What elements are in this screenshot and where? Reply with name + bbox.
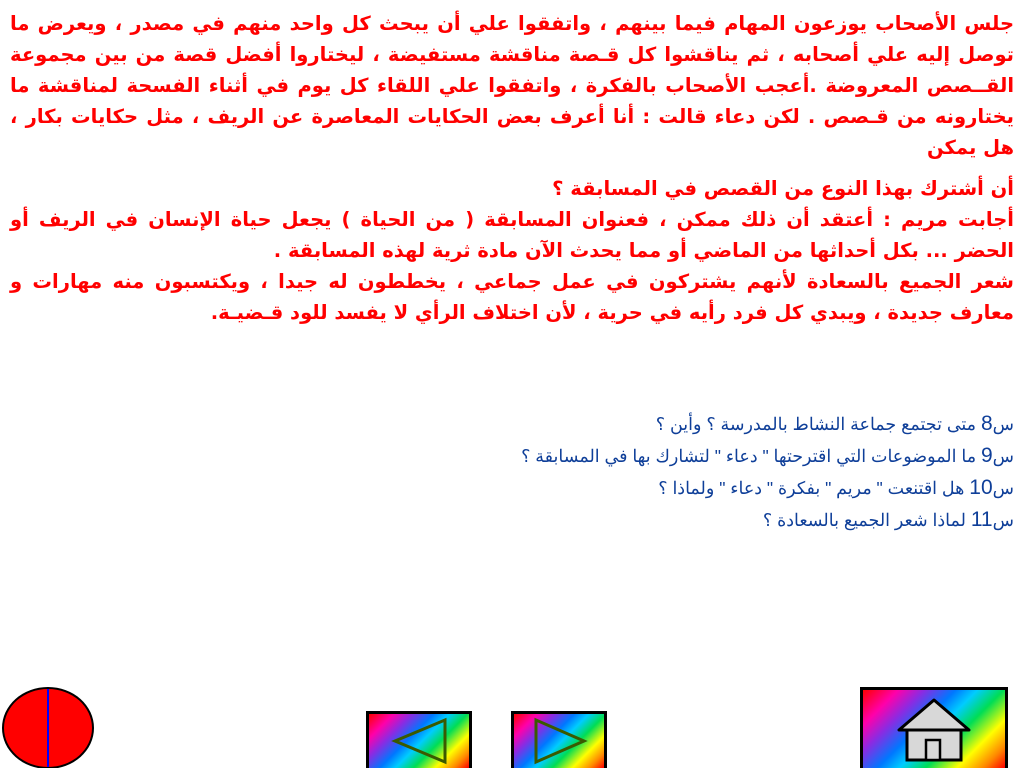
question-number: 11: [970, 508, 993, 531]
question-number: 8: [980, 412, 993, 435]
story-paragraph-4: شعر الجميع بالسعادة لأنهم يشتركون في عمل جماعي ، يخططون له جيدا ، ويكتسبون منه مهارات و معارف جديدة ، ويبدي كل فرد رأيه في حرية ، لأن اختلاف الرأي لا يفسد للود قـضيـة.: [10, 270, 1014, 324]
question-text: متى تجتمع جماعة النشاط بالمدرسة ؟ وأين ؟: [655, 414, 981, 434]
story-paragraph-3: أجابت مريم : أعتقد أن ذلك ممكن ، فعنوان المسابقة ( من الحياة ) يجعل حياة الإنسان في الريف أو الحضر ... بكل أحداثها من الماضي أو مما يحدث الآن مادة ثرية لهذه المسابقة .: [10, 208, 1014, 262]
question-prefix: س: [992, 478, 1014, 498]
question-11: [10, 504, 1014, 536]
house-icon: [863, 690, 1005, 768]
triangle-left-icon: [369, 714, 469, 768]
question-text: لماذا شعر الجميع بالسعادة ؟: [762, 510, 971, 530]
questions-list: [10, 408, 1014, 536]
story-paragraph-1: جلس الأصحاب يوزعون المهام فيما بينهم ، واتفقوا علي أن يبحث كل واحد منهم في مصدر ، ويعرض ما توصل إليه علي أصحابه ، ثم يناقشوا كل قـصة مناقشة مستفيضة ، ليختاروا أفضل قصة من بين مجموعة القــصص المعروضة .أعجب الأصحاب بالفكرة ، واتفقوا علي اللقاء كل يوم في أثناء الفسحة لمناقشة ما يختارونه من قـصص . لكن دعاء قالت : أنا أعرف بعض الحكايات المعاصرة عن الريف ، مثل حكايات بكار ، هل يمكن: [10, 12, 1014, 159]
question-number: 10: [969, 476, 993, 499]
question-text: هل اقتنعت " مريم " بفكرة " دعاء " ولماذا ؟: [658, 478, 970, 498]
question-10: [10, 472, 1014, 504]
record-button[interactable]: [2, 687, 94, 768]
back-button[interactable]: [366, 711, 472, 768]
home-button[interactable]: [860, 687, 1008, 768]
story-paragraph-2: أن أشترك بهذا النوع من القصص في المسابقة ؟: [552, 177, 1014, 200]
story-text: [10, 8, 1014, 328]
question-number: 9: [980, 444, 993, 467]
question-prefix: س: [992, 510, 1014, 530]
triangle-right-icon: [514, 714, 604, 768]
question-prefix: س: [992, 414, 1014, 434]
next-button[interactable]: [511, 711, 607, 768]
question-9: [10, 440, 1014, 472]
question-text: ما الموضوعات التي اقترحتها " دعاء " لتشارك بها في المسابقة ؟: [521, 446, 981, 466]
red-circle-icon: [47, 689, 49, 767]
question-prefix: س: [992, 446, 1014, 466]
question-8: [10, 408, 1014, 440]
